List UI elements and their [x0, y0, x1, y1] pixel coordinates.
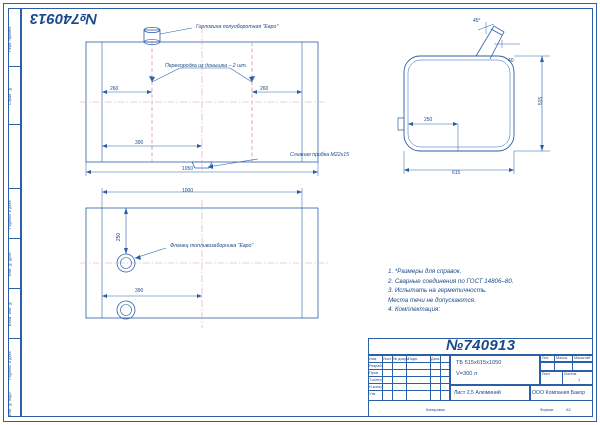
dim-overall-length-bottom: 1000: [182, 188, 194, 194]
tb-company: ООО Компания Бакор: [532, 390, 586, 396]
tb-scale-header: Масштаб: [574, 356, 591, 360]
tb-col-data: Дата: [431, 356, 440, 361]
callout-filler-neck: Горловина полуоборотная "Евро": [196, 24, 279, 30]
callout-baffle: Перегородка из донышка – 2 шт.: [165, 63, 248, 69]
left-strip-divider: [8, 188, 21, 189]
title-block-designation: №740913: [446, 337, 516, 354]
dim-overall-length-top: 1050: [182, 166, 194, 172]
tb-col-podp: Подп.: [408, 356, 419, 361]
dim-drain-offset: 390: [135, 140, 144, 146]
side-view-drawing: [390, 14, 580, 189]
tech-req-3b: Места течи не допускаются.: [388, 296, 476, 304]
tech-req-4: 4. Комплектация:: [388, 306, 441, 313]
dim-angle: 45°: [473, 18, 481, 24]
tb-col-docum: № докум.: [393, 356, 410, 361]
bottom-view-drawing: [80, 200, 340, 335]
tb-lit-header: Лит.: [542, 356, 549, 360]
tb-row-razrab: Разраб.: [369, 363, 383, 368]
dim-baffle-left: 260: [110, 86, 119, 92]
left-strip-label-1: Справ. №: [8, 86, 12, 106]
tech-req-3: 3. Испытать на герметичность.: [388, 287, 487, 294]
tb-description-1: ТБ 515х615х1050: [456, 360, 502, 366]
left-strip-label-0: Перв. примен.: [8, 25, 12, 53]
callout-flange: Фланец топливозаборника "Евро": [170, 243, 254, 249]
left-strip-label-3: Инв. № дубл.: [8, 251, 12, 277]
left-strip-label-4: Взам. инв. №: [8, 301, 12, 327]
left-strip-divider: [8, 66, 21, 67]
left-strip-divider: [8, 288, 21, 289]
tb-format-value: A3: [566, 408, 571, 412]
tb-row-utv: Утв.: [369, 391, 377, 396]
tb-mass-header: Масса: [556, 356, 568, 360]
tb-row-tkontr: Т.контр.: [369, 377, 383, 382]
dim-neck-offset: 40: [508, 58, 514, 64]
tb-description-2: V=300 л: [456, 371, 478, 377]
tb-row-prov: Пров.: [369, 370, 380, 375]
mirrored-designation: №740913: [30, 10, 98, 27]
tb-sheets-value: 1: [578, 378, 581, 382]
callout-drain-plug: Сливная пробка М22х15: [290, 152, 349, 158]
tb-sheets-header: Листов: [564, 372, 577, 376]
tb-row-nkontr: Н.контр.: [369, 384, 384, 389]
title-block: [368, 338, 593, 417]
tb-col-list: Лист: [383, 356, 392, 361]
left-strip-divider: [8, 338, 21, 339]
tb-sheet-header: Лист: [542, 372, 551, 376]
dim-width: 615: [452, 170, 461, 176]
left-strip-divider: [8, 124, 21, 125]
dim-height: 515: [538, 96, 545, 106]
technical-requirements: [388, 268, 513, 313]
dim-flange-y: 250: [116, 232, 123, 242]
left-strip-label-6: Инв. № подл.: [8, 391, 12, 416]
tech-req-1: 1. *Размеры для справок.: [388, 268, 462, 275]
dim-flange-x: 390: [135, 288, 144, 294]
tb-col-izm: Изм.: [369, 356, 378, 361]
left-strip-label-5: Подпись и дата: [8, 351, 12, 381]
left-strip-label-2: Подпись и дата: [8, 200, 12, 230]
dim-baffle-right: 260: [260, 86, 269, 92]
tb-material: Лист 2,5 Алюминий: [454, 390, 501, 396]
tb-format-label: Формат: [540, 408, 554, 412]
tb-copy-label: Копировал: [426, 408, 446, 412]
dim-flange-offset-side: 250: [424, 117, 433, 123]
tech-req-2: 2. Сварные соединения по ГОСТ 14806–80.: [388, 277, 514, 285]
left-strip-divider: [8, 238, 21, 239]
